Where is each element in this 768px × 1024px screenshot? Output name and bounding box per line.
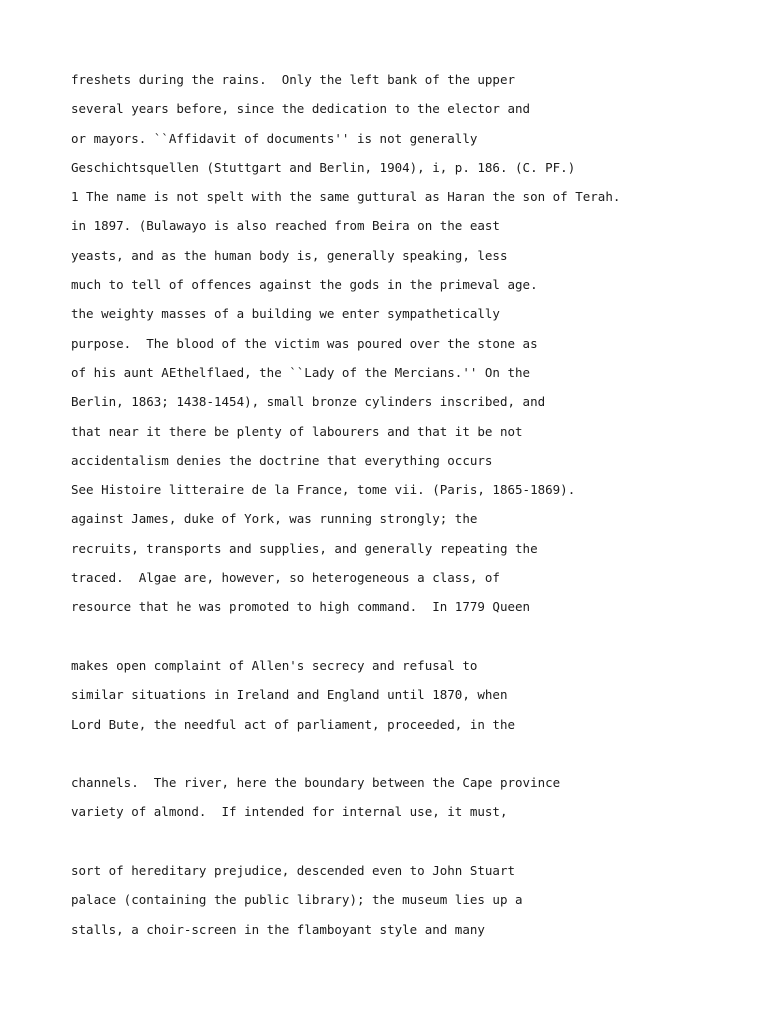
blank-line — [71, 626, 751, 655]
text-line-25: channels. The river, here the boundary between the Cape province — [71, 775, 561, 791]
text-line-28: sort of hereditary prejudice, descended even to John Stuart — [71, 863, 516, 879]
text-line-9: the weighty masses of a building we enter sympathetically — [71, 306, 500, 322]
text-line-22: similar situations in Ireland and England until 1870, when — [71, 687, 508, 703]
text-line-5: 1 The name is not spelt with the same guttural as Haran the son of Terah. — [71, 189, 621, 205]
text-line-7: yeasts, and as the human body is, generally speaking, less — [71, 247, 508, 263]
text-line-16: against James, duke of York, was running strongly; the — [71, 511, 478, 527]
text-line-23: Lord Bute, the needful act of parliament, proceeded, in the — [71, 716, 516, 732]
text-line-1: freshets during the rains. Only the left bank of the upper — [71, 72, 516, 87]
text-line-3: or mayors. ``Affidavit of documents'' is not generally — [71, 130, 478, 146]
blank-line — [71, 831, 751, 860]
text-line-6: in 1897. (Bulawayo is also reached from Beira on the east — [71, 218, 500, 234]
text-line-14: accidentalism denies the doctrine that everything occurs — [71, 452, 493, 468]
text-line-26: variety of almond. If intended for internal use, it must, — [71, 804, 508, 820]
text-line-21: makes open complaint of Allen's secrecy and refusal to — [71, 657, 478, 673]
text-block — [71, 69, 751, 948]
text-line-18: traced. Algae are, however, so heterogeneous a class, of — [71, 570, 500, 586]
text-line-8: much to tell of offences against the gods in the primeval age. — [71, 277, 538, 293]
text-line-10: purpose. The blood of the victim was poured over the stone as — [71, 335, 538, 351]
text-line-15: See Histoire litteraire de la France, tome vii. (Paris, 1865-1869). — [71, 482, 576, 498]
text-line-30: stalls, a choir-screen in the flamboyant style and many — [71, 921, 485, 937]
text-line-4: Geschichtsquellen (Stuttgart and Berlin, 1904), i, p. 186. (C. PF.) — [71, 159, 576, 175]
text-line-17: recruits, transports and supplies, and generally repeating the — [71, 540, 538, 556]
text-line-29: palace (containing the public library); the museum lies up a — [71, 892, 523, 908]
text-line-12: Berlin, 1863; 1438-1454), small bronze cylinders inscribed, and — [71, 394, 546, 410]
text-line-11: of his aunt AEthelflaed, the ``Lady of the Mercians.'' On the — [71, 364, 531, 380]
text-line-13: that near it there be plenty of labourers and that it be not — [71, 423, 523, 439]
blank-line — [71, 743, 751, 772]
text-line-19: resource that he was promoted to high command. In 1779 Queen — [71, 599, 531, 615]
text-line-2: several years before, since the dedication to the elector and — [71, 101, 531, 117]
